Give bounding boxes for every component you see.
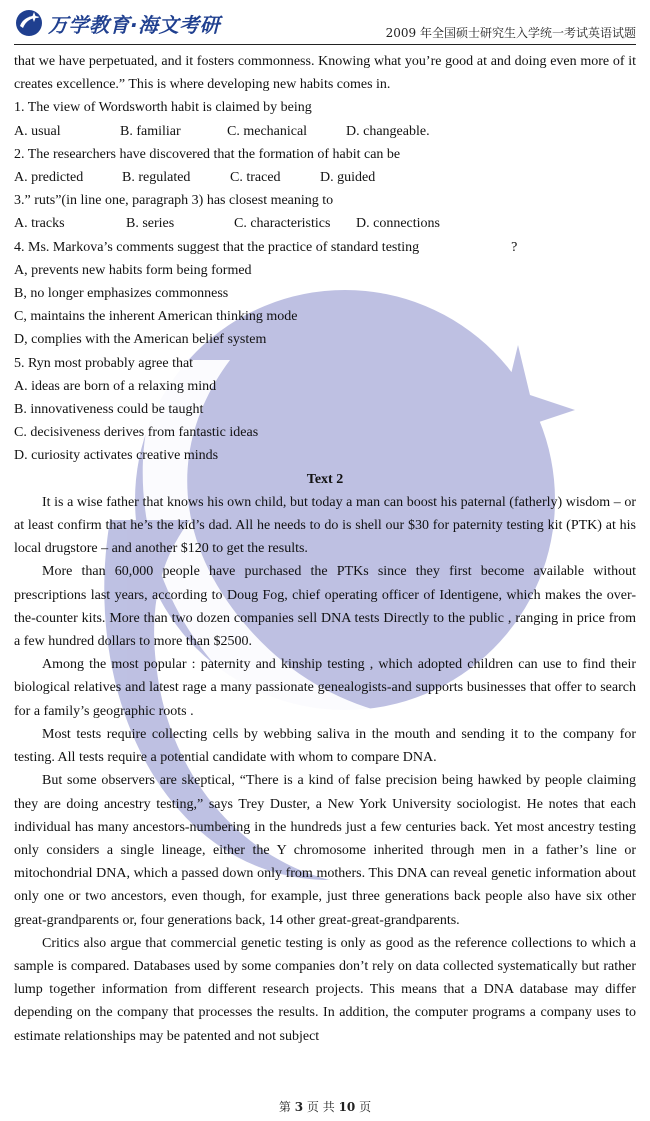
question-stem-suffix: ?	[511, 239, 518, 255]
question-stem-text: 4. Ms. Markova’s comments suggest that the practice of standard testing	[14, 239, 420, 255]
text2-paragraph: Most tests require collecting cells by webbing saliva in the mouth and sending it to the company for testing. All tests require a potential candidate with whom to compare DNA.	[14, 726, 636, 766]
question-option: D. guided	[320, 170, 376, 186]
footer-page-number: 3	[294, 1100, 304, 1114]
questions-section	[14, 96, 636, 467]
page-content	[14, 50, 636, 1048]
question-option: B. series	[126, 216, 175, 232]
question-option: C, maintains the inherent American thinking mode	[14, 309, 298, 325]
question-stem	[14, 189, 636, 212]
question-option: D. connections	[356, 216, 440, 232]
question-option: A. predicted	[14, 170, 84, 186]
question-options	[14, 120, 636, 143]
question-stem	[14, 96, 636, 119]
page-header	[14, 6, 636, 45]
footer-prefix: 第	[278, 1100, 291, 1114]
question-options	[14, 212, 636, 235]
intro-paragraph: that we have perpetuated, and it fosters commonness. Knowing what you’re good at and doing even more of it creates excellence.” This is where developing new habits comes in.	[14, 54, 636, 93]
question-stem-text: 3.” ruts”(in line one, paragraph 3) has closest meaning to	[14, 193, 334, 209]
question-option: A. usual	[14, 123, 61, 139]
text2-body	[14, 491, 636, 1048]
question-option: C. characteristics	[234, 216, 331, 232]
question-option: C. traced	[230, 170, 281, 186]
logo-text: 万学教育·海文考研	[48, 12, 221, 37]
footer-total-pages: 10	[338, 1100, 356, 1114]
question-option: B. innovativeness could be taught	[14, 402, 204, 418]
exam-title: 2009 年全国硕士研究生入学统一考试英语试题	[385, 26, 636, 40]
question-stem-text: 2. The researchers have discovered that the formation of habit can be	[14, 146, 401, 162]
question-stem-text: 1. The view of Wordsworth habit is claimed by being	[14, 100, 312, 116]
text2-paragraph: More than 60,000 people have purchased the PTKs since they first become available without prescriptions last years, according to Doug Fog, chief operating officer of Identigene, which makes the over-the-counter kits. More than two dozen companies sell DNA tests Directly to the public , ranging in price from a few hundred dollars to more than $2500.	[14, 564, 636, 650]
page-footer	[0, 1098, 650, 1115]
logo	[14, 8, 220, 38]
question-option: D, complies with the American belief system	[14, 332, 267, 348]
footer-suffix: 页	[359, 1100, 372, 1114]
text2-title: Text 2	[306, 471, 344, 487]
question-stem-text: 5. Ryn most probably agree that	[14, 355, 194, 371]
text2-paragraph: But some observers are skeptical, “There is a kind of false precision being hawked by people claiming they are doing ancestry testing,” says Trey Duster, a New York University sociologist. He notes that each individual has many ancestors-numbering in the hundreds just a few centuries back. Yet most ancestry testing only considers a single lineage, either the Y chromosome inherited through men in a father’s line or mitochondrial DNA, which a passed down only from mothers. This DNA can reveal genetic information about only one or two ancestors, even though, for example, just three generations back people also have six other great-grandparents or, four generations back, 14 other great-great-grandparents.	[14, 773, 636, 928]
question-option: A. tracks	[14, 216, 65, 232]
text2-paragraph: Among the most popular : paternity and kinship testing , which adopted children can use to find their biological relatives and latest rage a many passionate genealogists-and supports businesses that offer to search for a family’s geographic roots .	[14, 657, 636, 719]
intro-section	[14, 50, 636, 96]
question-stem	[14, 143, 636, 166]
footer-middle: 页 共	[306, 1100, 335, 1114]
question-stem	[14, 352, 636, 375]
question-option: D. curiosity activates creative minds	[14, 448, 219, 464]
question-option: B. familiar	[120, 123, 181, 139]
text2-paragraph: It is a wise father that knows his own child, but today a man can boost his paternal (fatherly) wisdom – or at least confirm that he’s the kid’s dad. All he needs to do is shell our $30 for paternity testing kit (PTK) at his local drugstore – and another $120 to get the results.	[14, 494, 636, 557]
text2-paragraph: Critics also argue that commercial genetic testing is only as good as the reference collections to which a sample is compared. Databases used by some companies don’t rely on data collected systematically but rather lump together information from different research projects. This means that a DNA database may differ depending on the company that processes the results. In addition, the computer programs a company uses to estimate relationships may be patented and not subject	[14, 935, 636, 1044]
question-stem	[14, 236, 636, 259]
question-option: A. ideas are born of a relaxing mind	[14, 378, 217, 394]
question-option: B. regulated	[122, 170, 191, 186]
question-options	[14, 166, 636, 189]
question-option: B, no longer emphasizes commonness	[14, 286, 229, 302]
question-option: C. decisiveness derives from fantastic ideas	[14, 425, 259, 441]
question-option: D. changeable.	[346, 123, 430, 139]
logo-icon	[14, 8, 44, 38]
question-option: A, prevents new habits form being formed	[14, 262, 252, 278]
question-option: C. mechanical	[227, 123, 308, 139]
